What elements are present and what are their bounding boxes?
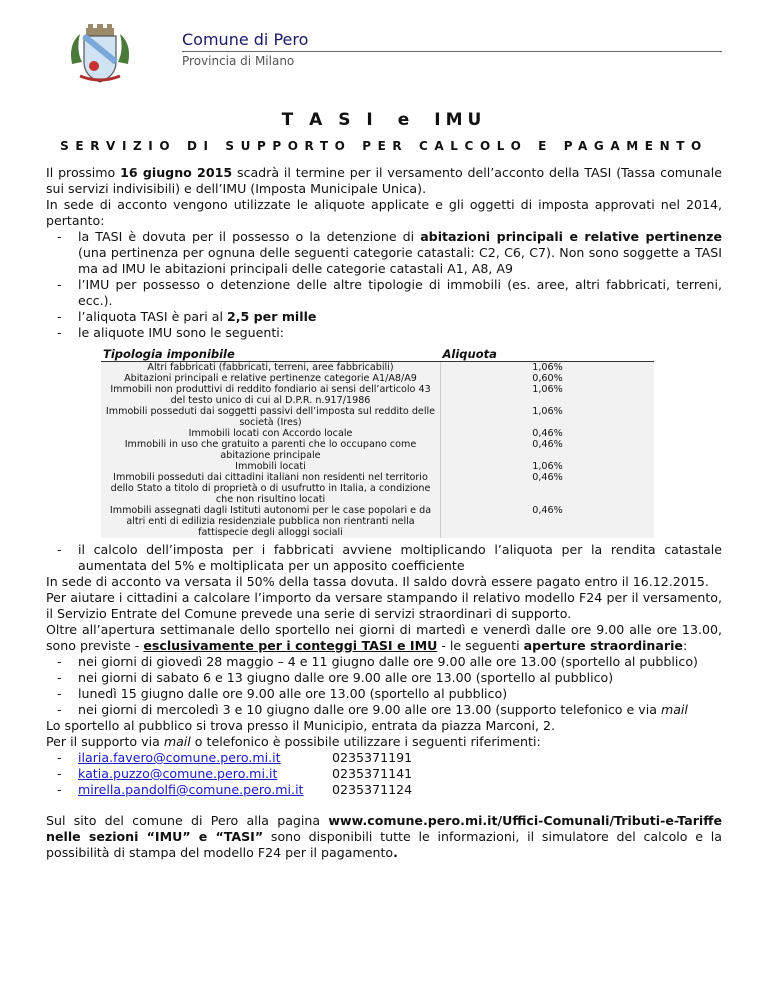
cell-type: Immobili assegnati dagli Istituti autonomi per le case popolari e da altri enti di edilizia residenziale pubblica non rientranti nella fattispecie degli alloggi sociali [101, 505, 441, 538]
text: Sul sito del comune di Pero alla pagina [46, 813, 329, 828]
cell-type: Immobili posseduti dai soggetti passivi dell’imposta sul reddito delle società (Ires) [101, 406, 441, 428]
cell-rate: 1,06% [441, 461, 655, 472]
cell-rate: 0,46% [441, 428, 655, 439]
italic-text: mail [163, 734, 191, 749]
text: la TASI è dovuta per il possesso o la detenzione di [78, 229, 421, 244]
list-item: - nei giorni di sabato 6 e 13 giugno dalle ore 9.00 alle ore 13.00 (sportello al pubblico) [46, 670, 722, 686]
text: - le seguenti [437, 638, 524, 653]
paragraph-acconto: In sede di acconto va versata il 50% della tassa dovuta. Il saldo dovrà essere pagato entro il 16.12.2015. [46, 574, 709, 589]
text: l’aliquota TASI è pari al [78, 309, 227, 324]
contact-item [46, 766, 722, 782]
column-header-type: Tipologia imponibile [101, 345, 441, 362]
provincia-name: Provincia di Milano [182, 54, 295, 68]
title-imu: IMU [434, 110, 487, 130]
list-item: - lunedì 15 giugno dalle ore 9.00 alle ore 13.00 (sportello al pubblico) [46, 686, 722, 702]
comune-name: Comune di Pero [182, 30, 309, 49]
cell-rate: 0,46% [441, 472, 655, 505]
text: sono disponibili tutte le informazioni, il simulatore del calcolo e la possibilità di stampa del modello F24 per il pagamento [46, 829, 723, 860]
email-link[interactable]: ilaria.favero@comune.pero.mi.it [78, 750, 281, 765]
contact-item [46, 782, 722, 798]
header-divider [182, 51, 722, 52]
list-item [46, 229, 722, 277]
text: scadrà il termine per il versamento dell’acconto della TASI (Tassa comunale sui servizi indivisibili) e dell’IMU (Imposta Municipale Unica). [46, 165, 722, 196]
table-row [101, 362, 654, 374]
text: Il prossimo [46, 165, 121, 180]
list-item: - l’IMU per possesso o detenzione delle altre tipologie di immobili (es. aree, altri fabbricati, terreni, ecc.). [46, 277, 722, 309]
cell-rate: 1,06% [441, 362, 655, 374]
cell-type: Immobili locati [101, 461, 441, 472]
cell-type: Immobili in uso che gratuito a parenti che lo occupano come abitazione principale [101, 439, 441, 461]
title-tasi: T A S I [281, 110, 378, 130]
list-item: - il calcolo dell’imposta per i fabbricati avviene moltiplicando l’aliquota per la rendita catastale aumentata del 5% e moltiplicata per un apposito coefficiente [46, 542, 722, 574]
table-row [101, 439, 654, 461]
paragraph-support: Per aiutare i cittadini a calcolare l’importo da versare stampando il relativo modello F24 per il versamento, il Servizio Entrate del Comune prevede una serie di servizi straordinari di supporto. [46, 590, 722, 621]
table-row [101, 461, 654, 472]
letterhead [66, 22, 726, 82]
email-link[interactable]: katia.puzzo@comune.pero.mi.it [78, 766, 278, 781]
text: Per il supporto via [46, 734, 164, 749]
website-reference: www.comune.pero.mi.it/Uffici-Comunali/Tributi-e-Tariffe nelle sezioni “IMU” e “TASI” [46, 813, 722, 844]
spacer [46, 798, 722, 813]
page-title [0, 110, 768, 130]
cell-rate: 1,06% [441, 406, 655, 428]
paragraph-location: Lo sportello al pubblico si trova presso il Municipio, entrata da piazza Marconi, 2. [46, 718, 556, 733]
cell-rate: 0,46% [441, 439, 655, 461]
paragraph-contacts-intro [46, 734, 722, 750]
title-e: e [397, 110, 415, 130]
cell-rate: 1,06% [441, 384, 655, 406]
table-row [101, 505, 654, 538]
text: Oltre all’apertura settimanale dello sportello nei giorni di martedì e venerdì dalle ore 9.00 alle ore 13.00, sono previste - [46, 622, 722, 653]
list-item: - le aliquote IMU sono le seguenti: [46, 325, 722, 341]
bold-text: aperture straordinarie [523, 638, 683, 653]
list-item: - nei giorni di giovedì 28 maggio – 4 e 11 giugno dalle ore 9.00 alle ore 13.00 (sportello al pubblico) [46, 654, 722, 670]
phone-number: 0235371141 [332, 766, 413, 781]
text: (una pertinenza per ognuna delle seguenti categorie catastali: C2, C6, C7). Non sono soggette a TASI ma ad IMU le abitazioni principali delle categorie catastali A1, A8, A9 [78, 245, 722, 276]
table-row [101, 428, 654, 439]
text: . [393, 845, 398, 860]
phone-number: 0235371124 [332, 782, 413, 797]
paragraph-rates-intro: In sede di acconto vengono utilizzate le aliquote applicate e gli oggetti di imposta approvati nel 2014, pertanto: [46, 197, 722, 228]
bold-text: abitazioni principali e relative pertinenze [420, 229, 722, 244]
phone-number: 0235371191 [332, 750, 413, 765]
imu-rates-table [101, 345, 654, 538]
page-subtitle: SERVIZIO DI SUPPORTO PER CALCOLO E PAGAMENTO [60, 139, 708, 153]
table-row [101, 373, 654, 384]
list-item [46, 702, 722, 718]
table-row [101, 406, 654, 428]
column-header-rate: Aliquota [441, 345, 655, 362]
cell-type: Immobili locati con Accordo locale [101, 428, 441, 439]
deadline-date: 16 giugno 2015 [120, 165, 233, 180]
document-body [46, 165, 722, 861]
text: : [682, 638, 688, 653]
cell-type: Immobili non produttivi di reddito fondiario ai sensi dell’articolo 43 del testo unico di cui al D.P.R. n.917/1986 [101, 384, 441, 406]
crest-icon [66, 24, 134, 84]
email-link[interactable]: mirella.pandolfi@comune.pero.mi.it [78, 782, 304, 797]
cell-type: Immobili posseduti dai cittadini italiani non residenti nel territorio dello Stato a titolo di proprietà o di usufrutto in Italia, a condizione che non risultino locati [101, 472, 441, 505]
text: o telefonico è possibile utilizzare i seguenti riferimenti: [190, 734, 541, 749]
cell-rate: 0,60% [441, 373, 655, 384]
table-row [101, 472, 654, 505]
paragraph-deadline [46, 165, 722, 197]
paragraph-openings [46, 622, 722, 654]
cell-type: Altri fabbricati (fabbricati, terreni, aree fabbricabili) [101, 362, 441, 374]
underlined-text: esclusivamente per i conteggi TASI e IMU [143, 638, 438, 653]
table-row [101, 384, 654, 406]
italic-text: mail [660, 702, 688, 717]
text: nei giorni di mercoledì 3 e 10 giugno dalle ore 9.00 alle ore 13.00 (supporto telefonico e via [78, 702, 661, 717]
cell-rate: 0,46% [441, 505, 655, 538]
list-item [46, 309, 722, 325]
paragraph-website [46, 813, 722, 861]
contact-item [46, 750, 722, 766]
tasi-rate: 2,5 per mille [226, 309, 317, 324]
cell-type: Abitazioni principali e relative pertinenze categorie A1/A8/A9 [101, 373, 441, 384]
